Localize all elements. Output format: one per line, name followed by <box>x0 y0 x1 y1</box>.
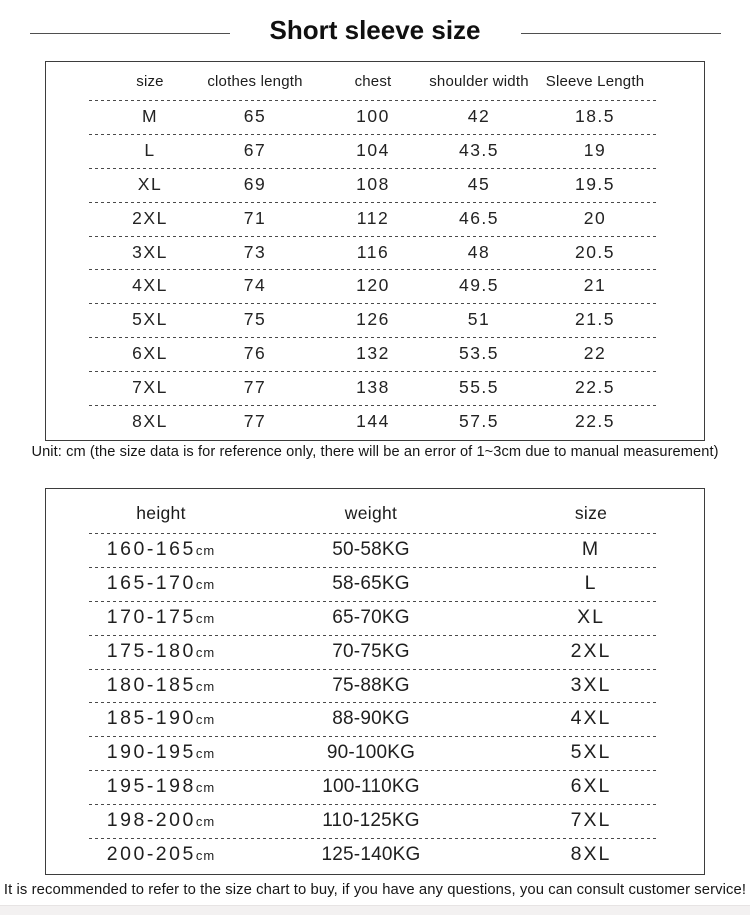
height-value: 175-180 <box>106 639 196 662</box>
table-row <box>46 533 704 567</box>
footer-note: It is recommended to refer to the size chart to buy, if you have any questions, you can consult customer service! <box>3 882 747 898</box>
cell-clothes-length: 77 <box>243 411 267 432</box>
table-row <box>46 303 704 337</box>
cell-size: XL <box>577 605 605 628</box>
cell-height <box>61 533 261 568</box>
cell-clothes-length: 67 <box>243 139 267 160</box>
table-row <box>46 804 704 838</box>
cell-height <box>61 702 261 737</box>
cell-clothes-length: 69 <box>243 173 267 194</box>
cell-shoulder-width: 57.5 <box>458 411 500 432</box>
table-row <box>46 838 704 872</box>
height-value: 190-195 <box>106 741 196 764</box>
cell-chest: 104 <box>356 139 390 160</box>
cell-height <box>61 669 261 704</box>
cell-size: 7XL <box>570 809 612 832</box>
cell-clothes-length: 74 <box>243 275 267 296</box>
table-row <box>46 702 704 736</box>
cell-chest: 120 <box>356 275 390 296</box>
cell-shoulder-width: 42 <box>467 106 491 126</box>
cell-weight: 75-88KG <box>332 674 410 696</box>
cell-shoulder-width: 48 <box>467 241 491 262</box>
cell-size: 2XL <box>132 207 168 228</box>
column-header-size: size <box>136 73 164 90</box>
cell-height <box>61 567 261 602</box>
cell-height <box>61 804 261 839</box>
bottom-bar <box>0 905 750 915</box>
table-row <box>46 337 704 371</box>
cell-height <box>61 635 261 670</box>
cell-shoulder-width: 53.5 <box>458 343 500 364</box>
cell-chest: 100 <box>356 106 390 126</box>
cell-sleeve-length: 21 <box>583 275 607 296</box>
table-row <box>46 100 704 134</box>
cell-shoulder-width: 43.5 <box>458 139 500 160</box>
cell-clothes-length: 73 <box>243 241 267 262</box>
cell-size: 6XL <box>132 343 168 364</box>
cell-weight: 50-58KG <box>332 539 410 560</box>
table-row <box>46 635 704 669</box>
cell-shoulder-width: 49.5 <box>458 275 500 296</box>
cell-clothes-length: 75 <box>243 309 267 330</box>
cell-weight: 125-140KG <box>321 844 421 866</box>
title-right-line <box>521 33 721 34</box>
height-unit: cm <box>195 848 216 864</box>
title-left-line <box>30 33 230 34</box>
table-row <box>46 371 704 405</box>
fit-table-header-row <box>46 489 704 533</box>
cell-size: M <box>141 106 159 126</box>
height-value: 195-198 <box>106 775 196 798</box>
table-row <box>46 669 704 703</box>
cell-weight: 70-75KG <box>332 640 410 662</box>
height-value: 180-185 <box>106 673 196 696</box>
cell-shoulder-width: 46.5 <box>458 207 500 228</box>
cell-weight: 58-65KG <box>332 572 410 594</box>
column-header-height: height <box>136 503 186 523</box>
cell-sleeve-length: 18.5 <box>574 106 616 126</box>
cell-chest: 108 <box>356 173 390 194</box>
cell-height <box>61 601 261 636</box>
height-unit: cm <box>195 814 216 830</box>
cell-sleeve-length: 22.5 <box>574 411 616 432</box>
cell-size: 4XL <box>570 707 612 730</box>
cell-shoulder-width: 45 <box>467 173 491 194</box>
cell-chest: 112 <box>356 207 390 228</box>
cell-chest: 138 <box>356 377 390 398</box>
cell-size: M <box>581 538 601 560</box>
height-unit: cm <box>195 610 216 626</box>
cell-shoulder-width: 51 <box>467 309 491 330</box>
cell-sleeve-length: 20.5 <box>574 241 616 262</box>
cell-size: 5XL <box>132 309 168 330</box>
column-header-size: size <box>574 503 608 523</box>
cell-size: 6XL <box>570 775 612 798</box>
table-row <box>46 236 704 270</box>
cell-weight: 88-90KG <box>332 708 410 730</box>
column-header-chest: chest <box>354 73 392 90</box>
cell-sleeve-length: 22.5 <box>574 377 616 398</box>
cell-size: 8XL <box>570 843 612 866</box>
cell-sleeve-length: 22 <box>583 343 607 364</box>
cell-size: XL <box>137 173 163 194</box>
cell-sleeve-length: 19.5 <box>574 173 616 194</box>
fit-guide-table <box>45 488 705 875</box>
cell-weight: 110-125KG <box>322 810 420 832</box>
cell-clothes-length: 76 <box>243 343 267 364</box>
cell-chest: 126 <box>356 309 390 330</box>
table-row <box>46 134 704 168</box>
table-row <box>46 601 704 635</box>
height-unit: cm <box>195 780 216 796</box>
title-row <box>0 8 750 52</box>
cell-size: L <box>584 571 598 594</box>
cell-size: 7XL <box>132 377 168 398</box>
table-row <box>46 202 704 236</box>
cell-size: 4XL <box>132 275 168 296</box>
height-value: 200-205 <box>106 843 196 866</box>
height-unit: cm <box>195 746 216 762</box>
cell-clothes-length: 71 <box>243 207 267 228</box>
size-measurements-table <box>45 61 705 441</box>
cell-weight: 65-70KG <box>332 606 410 628</box>
cell-clothes-length: 77 <box>243 377 267 398</box>
height-unit: cm <box>195 576 216 592</box>
cell-height <box>61 838 261 873</box>
height-unit: cm <box>195 678 216 694</box>
cell-chest: 116 <box>356 241 390 262</box>
cell-weight: 90-100KG <box>326 742 416 764</box>
column-header-sleeve-length: Sleeve Length <box>545 73 645 90</box>
height-value: 198-200 <box>106 809 196 832</box>
table-row <box>46 405 704 439</box>
column-header-clothes-length: clothes length <box>207 73 303 90</box>
height-value: 165-170 <box>106 571 196 594</box>
cell-sleeve-length: 19 <box>583 139 607 160</box>
page-title: Short sleeve size <box>269 14 481 45</box>
height-value: 170-175 <box>106 605 196 628</box>
cell-size: 3XL <box>132 241 168 262</box>
size-table-header-row <box>46 62 704 100</box>
height-unit: cm <box>195 543 216 558</box>
cell-clothes-length: 65 <box>243 106 267 126</box>
table-row <box>46 567 704 601</box>
height-unit: cm <box>195 644 216 660</box>
unit-note: Unit: cm (the size data is for reference only, there will be an error of 1~3cm due to manual measurement) <box>31 444 719 460</box>
cell-size: 2XL <box>570 639 612 662</box>
cell-chest: 132 <box>356 343 390 364</box>
cell-chest: 144 <box>356 411 390 432</box>
cell-shoulder-width: 55.5 <box>458 377 500 398</box>
column-header-weight: weight <box>344 503 398 523</box>
cell-size: 3XL <box>570 673 612 696</box>
cell-weight: 100-110KG <box>322 776 420 798</box>
cell-size: 5XL <box>570 741 612 764</box>
cell-size: 8XL <box>132 411 168 432</box>
table-row <box>46 269 704 303</box>
height-value: 185-190 <box>106 707 196 730</box>
column-header-shoulder-width: shoulder width <box>429 73 529 90</box>
table-row <box>46 168 704 202</box>
table-row <box>46 736 704 770</box>
height-unit: cm <box>195 712 216 728</box>
cell-height <box>61 736 261 771</box>
height-value: 160-165 <box>106 538 196 560</box>
cell-sleeve-length: 21.5 <box>574 309 616 330</box>
cell-size: L <box>144 139 156 160</box>
table-row <box>46 770 704 804</box>
cell-sleeve-length: 20 <box>583 207 607 228</box>
cell-height <box>61 770 261 805</box>
